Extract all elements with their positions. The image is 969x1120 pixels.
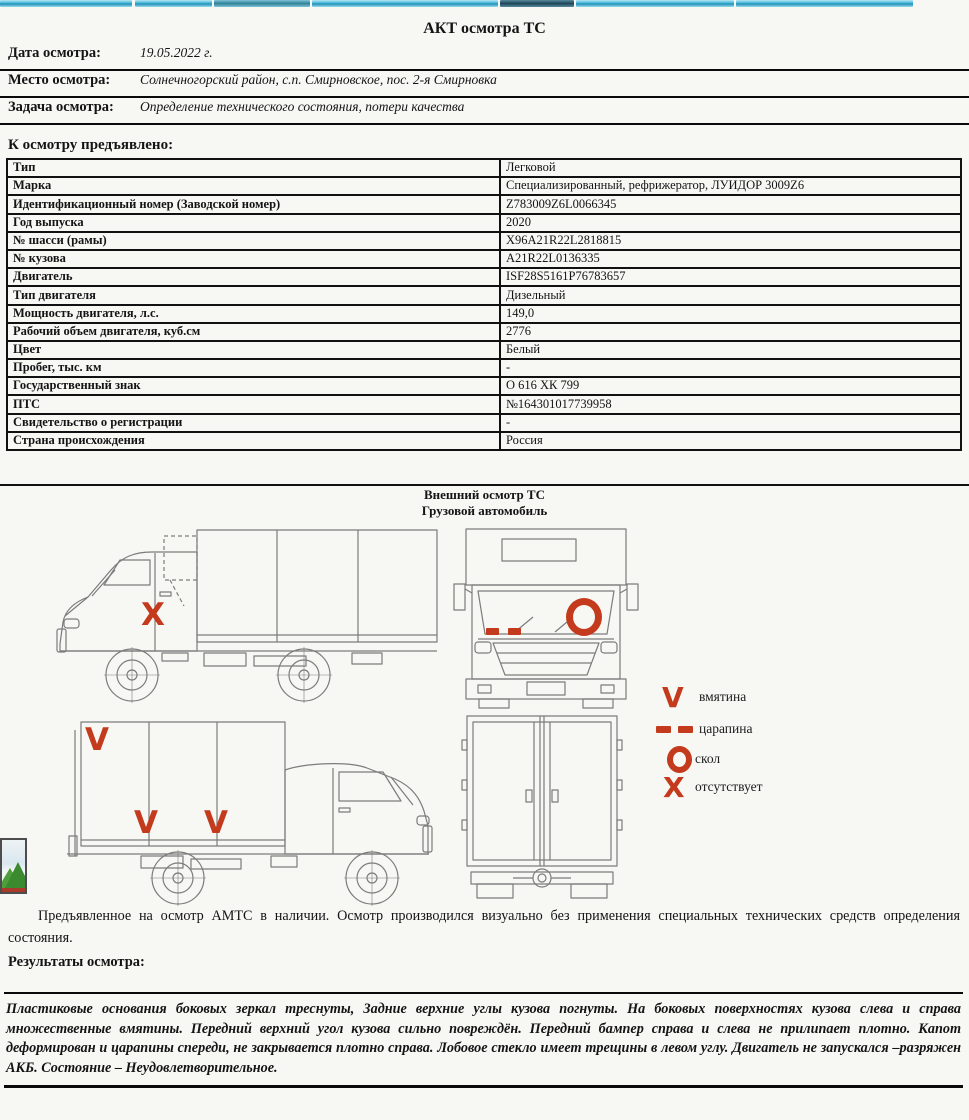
picture-icon-mountain — [5, 862, 27, 888]
table-row — [7, 250, 961, 268]
spec-label: ПТС — [7, 395, 500, 413]
legend-scratch-symbol — [678, 726, 693, 733]
page-title: АКТ осмотра ТС — [423, 20, 546, 37]
spec-value: X96A21R22L2818815 — [500, 232, 961, 250]
dent-mark: V — [134, 805, 158, 841]
truck-side-left-sketch — [52, 524, 444, 706]
dent-mark: V — [85, 722, 109, 758]
legend-scratch-label: царапина — [699, 721, 753, 736]
table-row — [7, 414, 961, 432]
external-inspection-heading: Внешний осмотр ТС — [424, 487, 545, 502]
truck-rear-sketch — [458, 712, 626, 908]
topbar-decoration — [0, 0, 969, 7]
table-row — [7, 177, 961, 195]
section-divider — [0, 484, 969, 486]
conclusion-paragraph: Пластиковые основания боковых зеркал треснуты, Задние верхние углы кузова погнуты. На боковых поверхностях кузова слева и справа множественные вмятины. Передний верхний угол кузова сильно повреждён. Передний бампер справа и слева не прилипает плотно. Капот деформирован и царапины спереди, не закрывается плотно справа. Лобовое стекло имеет трещины в левом углу. Двигатель не запускался –разряжен АКБ. Состояние – Неудовлетворительное. — [4, 992, 963, 1088]
spec-value: №164301017739958 — [500, 395, 961, 413]
legend-dent-symbol: V — [662, 681, 684, 714]
spec-label: Рабочий объем двигателя, куб.см — [7, 323, 500, 341]
legend-missing-label: отсутствует — [695, 779, 763, 794]
table-row — [7, 377, 961, 395]
spec-value: A21R22L0136335 — [500, 250, 961, 268]
topbar-segment — [0, 0, 132, 7]
table-row — [7, 359, 961, 377]
spec-value: Специализированный, рефрижератор, ЛУИДОР 3009Z6 — [500, 177, 961, 195]
field-label: Задача осмотра: — [8, 99, 114, 115]
field-value: 19.05.2022 г. — [140, 45, 213, 60]
field-label: Дата осмотра: — [8, 45, 101, 61]
legend-scratch-symbol — [656, 726, 671, 733]
table-row — [7, 214, 961, 232]
table-row — [7, 159, 961, 177]
topbar-segment — [312, 0, 498, 7]
availability-paragraph: Предъявленное на осмотр АМТС в наличии. Осмотр производился визуально без применения специальных технических средств определения состояния. — [8, 908, 960, 946]
results-heading: Результаты осмотра: — [8, 954, 145, 970]
spec-value: Белый — [500, 341, 961, 359]
spec-label: Свидетельство о регистрации — [7, 414, 500, 432]
spec-value: 2776 — [500, 323, 961, 341]
spec-value: Россия — [500, 432, 961, 450]
table-row — [7, 268, 961, 286]
spec-label: Пробег, тыс. км — [7, 359, 500, 377]
spec-value: - — [500, 359, 961, 377]
spec-value: Z783009Z6L0066345 — [500, 195, 961, 213]
legend-dent-label: вмятина — [699, 689, 747, 704]
picture-icon — [0, 838, 27, 894]
spec-value: ISF28S5161P76783657 — [500, 268, 961, 286]
spec-value: Легковой — [500, 159, 961, 177]
spec-value: 2020 — [500, 214, 961, 232]
legend-chip-symbol — [667, 746, 692, 773]
spec-label: Страна происхождения — [7, 432, 500, 450]
spec-label: Идентификационный номер (Заводской номер) — [7, 195, 500, 213]
spec-value: 149,0 — [500, 305, 961, 323]
legend-missing-symbol: X — [663, 771, 685, 804]
field-row-task — [0, 98, 969, 125]
spec-label: № кузова — [7, 250, 500, 268]
spec-label: Год выпуска — [7, 214, 500, 232]
chip-mark — [566, 598, 602, 636]
table-row — [7, 195, 961, 213]
topbar-segment — [736, 0, 913, 7]
presented-heading: К осмотру предъявлено: — [8, 137, 174, 153]
spec-label: Тип двигателя — [7, 286, 500, 304]
dent-mark: V — [204, 805, 228, 841]
scratch-mark — [508, 628, 521, 635]
topbar-segment — [576, 0, 734, 7]
picture-icon-base — [2, 888, 25, 892]
field-row-place — [0, 71, 969, 98]
vehicle-spec-table — [6, 158, 962, 451]
table-row — [7, 232, 961, 250]
table-row — [7, 432, 961, 450]
spec-label: Тип — [7, 159, 500, 177]
field-label: Место осмотра: — [8, 72, 111, 88]
spec-label: Мощность двигателя, л.с. — [7, 305, 500, 323]
scratch-mark — [486, 628, 499, 635]
field-value: Солнечногорский район, с.п. Смирновское, пос. 2-я Смирновка — [140, 72, 497, 87]
vehicle-type-heading: Грузовой автомобиль — [421, 503, 548, 518]
field-row-date — [0, 44, 969, 71]
spec-value: Дизельный — [500, 286, 961, 304]
missing-mark: X — [141, 597, 165, 633]
table-row — [7, 286, 961, 304]
spec-label: № шасси (рамы) — [7, 232, 500, 250]
topbar-segment — [500, 0, 574, 7]
topbar-segment — [135, 0, 212, 7]
table-row — [7, 341, 961, 359]
table-row — [7, 395, 961, 413]
field-value: Определение технического состояния, потери качества — [140, 99, 465, 114]
table-row — [7, 323, 961, 341]
spec-value: - — [500, 414, 961, 432]
table-row — [7, 305, 961, 323]
spec-value: О 616 ХК 799 — [500, 377, 961, 395]
legend-chip-label: скол — [695, 751, 721, 766]
topbar-segment — [214, 0, 310, 7]
spec-label: Государственный знак — [7, 377, 500, 395]
spec-label: Цвет — [7, 341, 500, 359]
spec-label: Двигатель — [7, 268, 500, 286]
spec-label: Марка — [7, 177, 500, 195]
truck-front-sketch — [453, 527, 639, 711]
